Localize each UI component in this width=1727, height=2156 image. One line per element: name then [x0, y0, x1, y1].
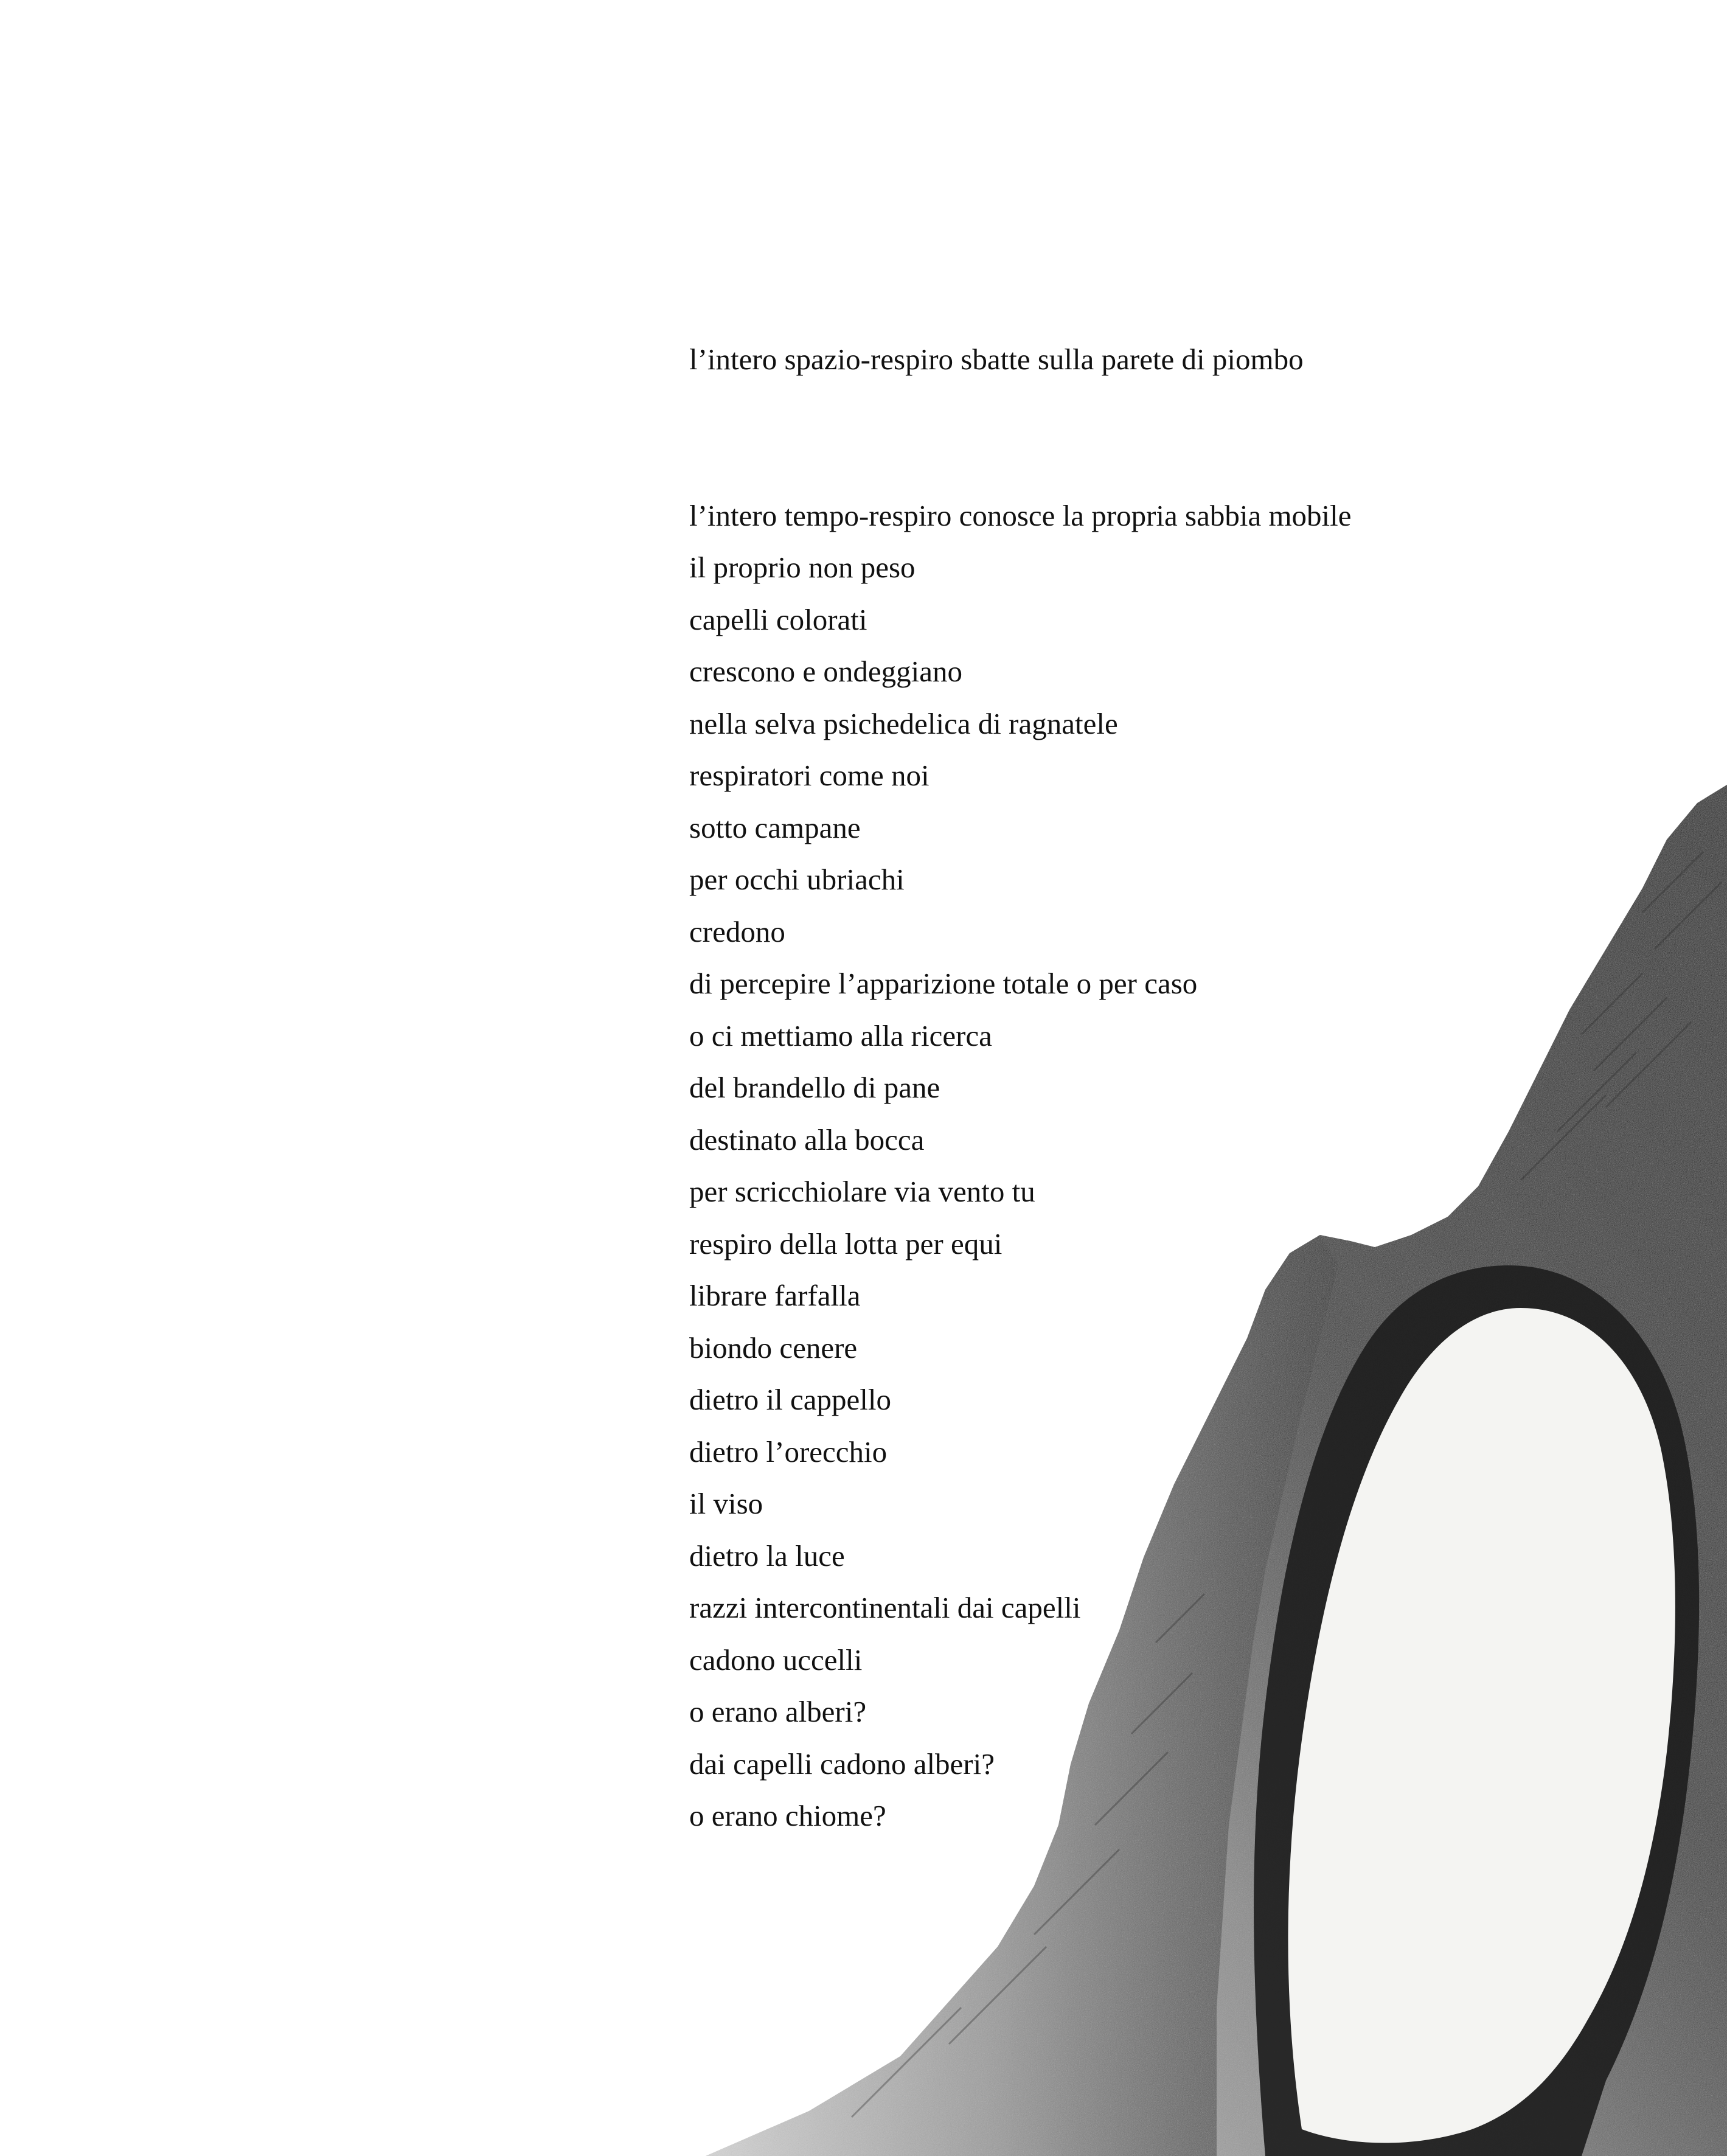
- poem-line: dietro l’orecchio: [689, 1434, 888, 1469]
- poem-line: per occhi ubriachi: [689, 863, 905, 896]
- poem-line: o ci mettiamo alla ricerca: [689, 1018, 992, 1052]
- poem-line: dietro la luce: [689, 1539, 845, 1573]
- poem-line: razzi intercontinentali dai capelli: [689, 1591, 1081, 1624]
- poem-line: o erano chiome?: [689, 1799, 886, 1832]
- poem-line: credono: [689, 914, 785, 948]
- poem-line: di percepire l’apparizione totale o per caso: [689, 967, 1198, 1000]
- poem-text: [689, 333, 1663, 1842]
- poem-line: respiro della lotta per equi: [689, 1226, 1002, 1261]
- poem-line: respiratori come noi: [689, 759, 930, 792]
- poem-line: cadono uccelli: [689, 1643, 863, 1677]
- poem-stanza-2: [689, 490, 1663, 1842]
- poem-line: capelli colorati: [689, 602, 867, 636]
- poem-line: il proprio non peso: [689, 551, 916, 584]
- poem-line: o erano alberi?: [689, 1695, 867, 1728]
- poem-line: l’intero spazio-respiro sbatte sulla parete di piombo: [689, 343, 1304, 376]
- poem-stanza-1: [689, 333, 1663, 386]
- poem-line: del brandello di pane: [689, 1071, 940, 1104]
- poem-line: crescono e ondeggiano: [689, 655, 962, 688]
- poem-line: destinato alla bocca: [689, 1122, 925, 1156]
- poem-line: nella selva psichedelica di ragnatele: [689, 706, 1118, 740]
- poem-line: librare farfalla: [689, 1279, 861, 1312]
- poem-line: sotto campane: [689, 810, 861, 844]
- poem-line: biondo cenere: [689, 1330, 858, 1365]
- poem-line: dai capelli cadono alberi?: [689, 1747, 995, 1781]
- poem-line: il viso: [689, 1487, 763, 1520]
- poem-line: l’intero tempo-respiro conosce la propria sabbia mobile: [689, 498, 1352, 532]
- poem-line: dietro il cappello: [689, 1383, 891, 1416]
- poem-line: per scricchiolare via vento tu: [689, 1175, 1035, 1208]
